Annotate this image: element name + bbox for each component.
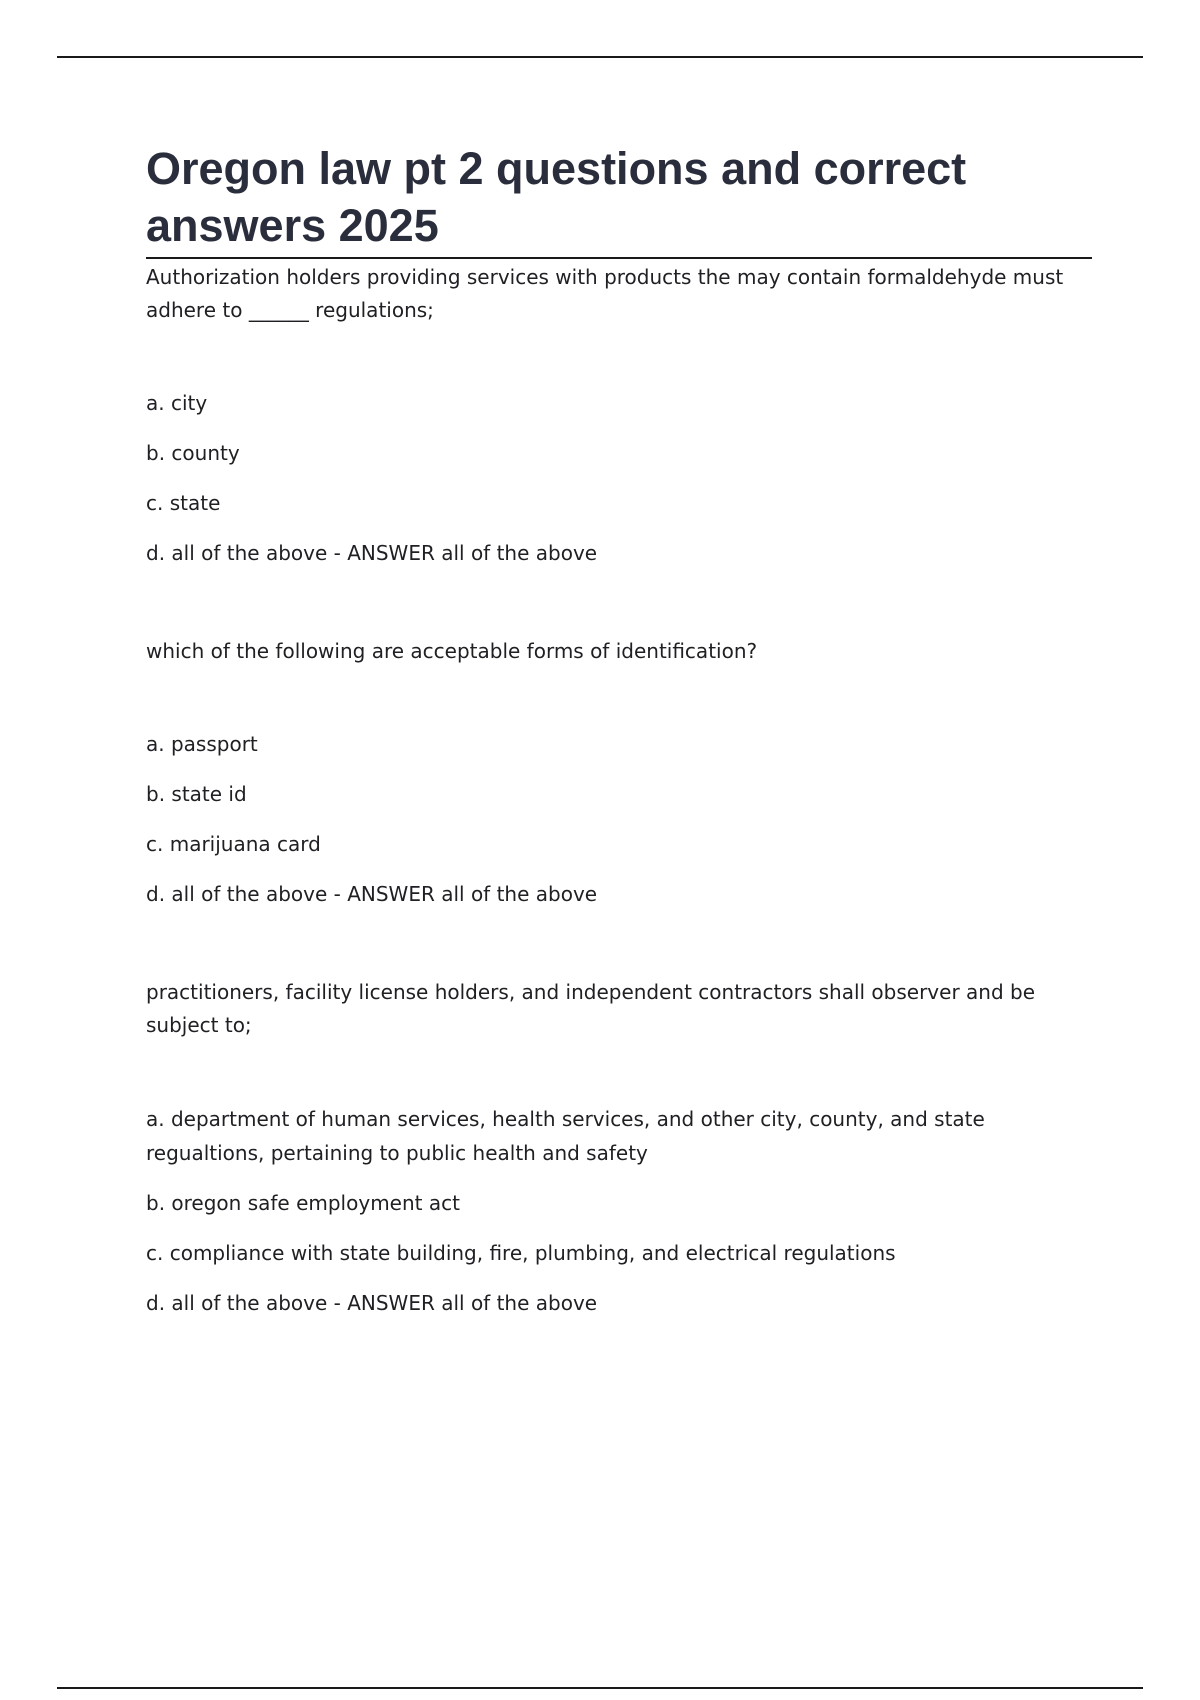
- document-title: Oregon law pt 2 questions and correct answers 2025: [146, 140, 1092, 259]
- answer-option: a. department of human services, health services, and other city, county, and state regualtions, pertaining to public health and safety: [146, 1107, 985, 1165]
- answer-option: c. marijuana card: [146, 832, 321, 856]
- answer-option: c. state: [146, 491, 221, 515]
- answer-option-correct: d. all of the above - ANSWER all of the above: [146, 1291, 598, 1315]
- document-content: [146, 140, 1092, 1337]
- question-block-2: [146, 635, 1092, 911]
- answer-option: a. city: [146, 391, 208, 415]
- bottom-rule: [57, 1687, 1143, 1689]
- question-block-1: [146, 261, 1092, 570]
- answer-option-correct: d. all of the above - ANSWER all of the above: [146, 541, 598, 565]
- answer-option: b. county: [146, 441, 240, 465]
- question-prompt: Authorization holders providing services with products the may contain formaldehyde must adhere to ______ regulations;: [146, 265, 1064, 322]
- answer-option: b. oregon safe employment act: [146, 1191, 460, 1215]
- question-prompt: practitioners, facility license holders, and independent contractors shall observer and be subject to;: [146, 980, 1036, 1037]
- answer-option-correct: d. all of the above - ANSWER all of the above: [146, 882, 598, 906]
- top-rule: [57, 56, 1143, 58]
- question-prompt: which of the following are acceptable forms of identification?: [146, 639, 758, 663]
- question-block-3: [146, 976, 1092, 1320]
- answer-option: c. compliance with state building, fire, plumbing, and electrical regulations: [146, 1241, 896, 1265]
- answer-option: a. passport: [146, 732, 258, 756]
- answer-option: b. state id: [146, 782, 247, 806]
